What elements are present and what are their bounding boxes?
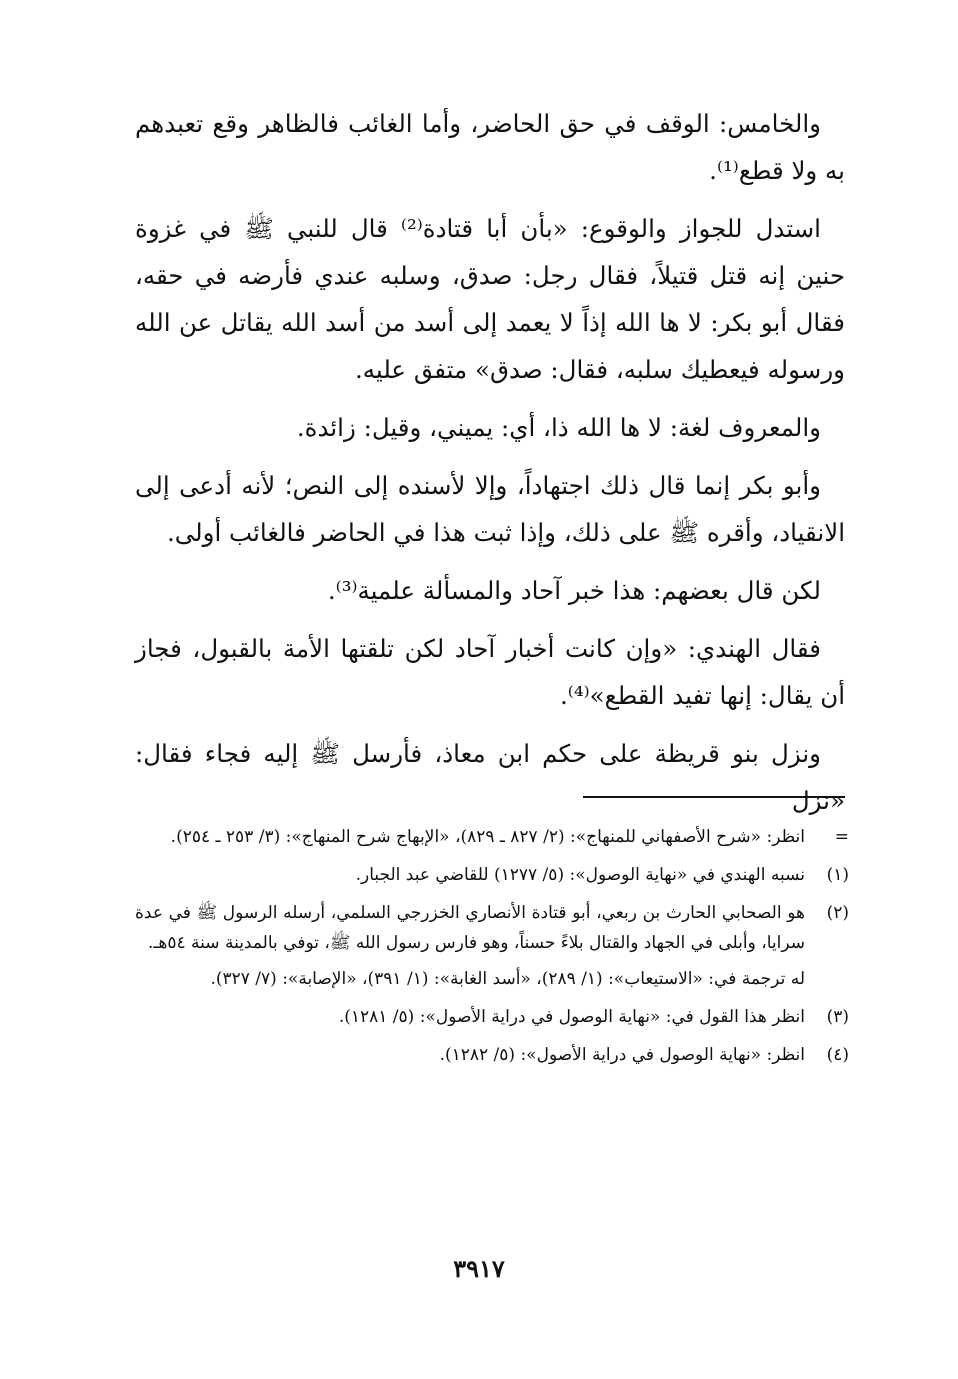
footnote-text: انظر هذا القول في: «نهاية الوصول في دراية الأصول»: (٥/ ١٢٨١). [338, 1007, 805, 1027]
footnote-separator [583, 796, 845, 798]
main-text [135, 100, 845, 835]
footnotes [135, 822, 855, 1078]
paragraph: فقال الهندي: «وإن كانت أخبار آحاد لكن تلقتها الأمة بالقبول، فجاز أن يقال: إنها تفيد القطع»⁽⁴⁾. [135, 634, 845, 710]
footnote-number: = [834, 827, 849, 847]
footnote-text: هو الصحابي الحارث بن ربعي، أبو قتادة الأنصاري الخزرجي السلمي، أرسله الرسول ﷺ في عدة سرايا، وأبلى في الجهاد والقتال بلاءً حسناً، وهو فارس رسول الله ﷺ، توفي بالمدينة سنة ٥٤هـ. [135, 903, 805, 953]
footnote-continuation [135, 822, 855, 852]
footnote [135, 1002, 855, 1032]
footnote-references: له ترجمة في: «الاستيعاب»: (١/ ٢٨٩)، «أسد الغابة»: (١/ ٣٩١)، «الإصابة»: (٧/ ٣٢٧). [210, 969, 805, 989]
footnote [135, 898, 855, 994]
footnote [135, 860, 855, 890]
paragraph: وأبو بكر إنما قال ذلك اجتهاداً، وإلا لأسنده إلى النص؛ لأنه أدعى إلى الانقياد، وأقره ﷺ على ذلك، وإذا ثبت هذا في الحاضر فالغائب أولى. [135, 471, 845, 547]
paragraph: لكن قال بعضهم: هذا خبر آحاد والمسألة علمية⁽³⁾. [327, 576, 821, 605]
page-number: ٣٩١٧ [453, 1254, 505, 1283]
footnote-number: (٢) [826, 903, 849, 923]
footnote-text: انظر: «شرح الأصفهاني للمنهاج»: (٢/ ٨٢٧ ـ ٨٢٩)، «الإبهاج شرح المنهاج»: (٣/ ٢٥٣ ـ ٢٥٤). [170, 827, 805, 847]
footnote-text: انظر: «نهاية الوصول في دراية الأصول»: (٥/ ١٢٨٢). [439, 1045, 805, 1065]
paragraph: والمعروف لغة: لا ها الله ذا، أي: يميني، وقيل: زائدة. [296, 413, 821, 442]
footnote-number: (٣) [826, 1007, 849, 1027]
footnote [135, 1040, 855, 1070]
footnote-number: (١) [826, 865, 849, 885]
paragraph: استدل للجواز والوقوع: «بأن أبا قتادة⁽²⁾ قال للنبي ﷺ في غزوة حنين إنه قتل قتيلاً، فقال رجل: صدق، وسلبه عندي فأرضه في حقه، فقال أبو بكر: لا ها الله إذاً لا يعمد إلى أسد من أسد الله يقاتل عن الله ورسوله فيعطيك سلبه، فقال: صدق» متفق عليه. [135, 214, 845, 384]
paragraph: والخامس: الوقف في حق الحاضر، وأما الغائب فالظاهر وقع تعبدهم به ولا قطع⁽¹⁾. [135, 109, 845, 185]
footnote-body [135, 898, 805, 994]
footnote-number: (٤) [826, 1045, 849, 1065]
footnote-text: نسبه الهندي في «نهاية الوصول»: (٥/ ١٢٧٧) للقاضي عبد الجبار. [355, 865, 805, 885]
paragraph: ونزل بنو قريظة على حكم ابن معاذ، فأرسل ﷺ إليه فجاء فقال: «نزل [135, 739, 845, 815]
